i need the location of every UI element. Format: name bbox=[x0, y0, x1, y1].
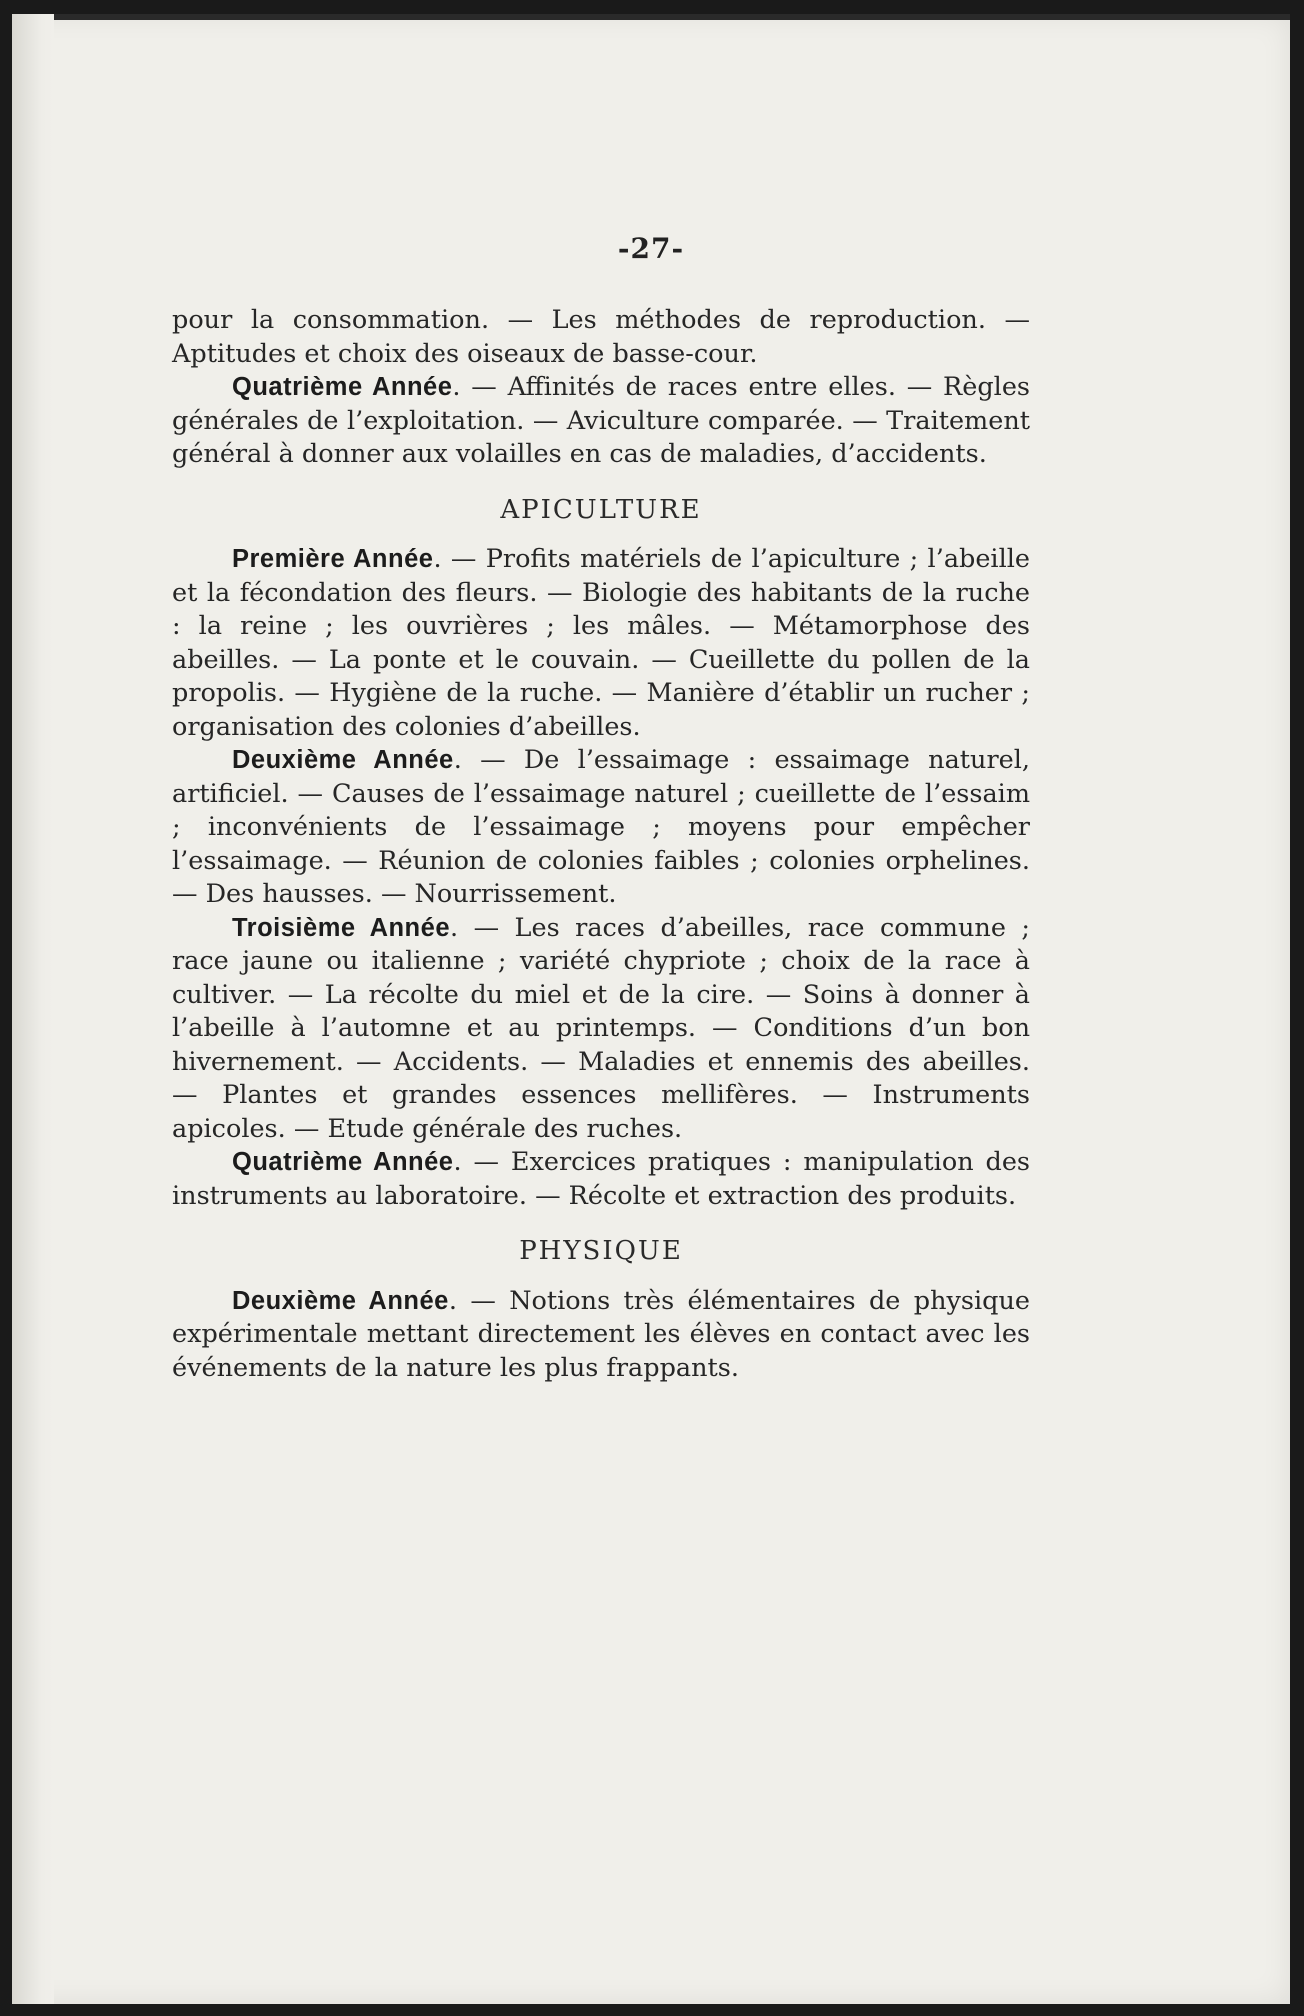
apiculture-year-4-paragraph bbox=[172, 1146, 1030, 1213]
physique-year-2-paragraph bbox=[172, 1285, 1030, 1386]
year-label: Première Année bbox=[232, 545, 434, 573]
intro-paragraph: pour la consommation. — Les méthodes de reproduction. — Aptitudes et choix des oiseaux de basse-cour. bbox=[172, 305, 1030, 369]
page-number: -27- bbox=[617, 232, 685, 265]
apiculture-year-2-paragraph bbox=[172, 744, 1030, 912]
paragraph-text: . — De l’essaimage : essaimage naturel, artificiel. — Causes de l’essaimage naturel ; cueillette de l’essaim ; inconvénients de l’essaimage ; moyens pour empêcher l’essaimage. — Réunion de colonies faibles ; colonies orphelines. — Des hausses. — Nourrissement. bbox=[172, 745, 1030, 909]
section-heading-apiculture: APICULTURE bbox=[500, 494, 702, 525]
year-label: Deuxième Année bbox=[232, 746, 454, 774]
paragraph-text: . — Profits matériels de l’apiculture ; l’abeille et la fécondation des fleurs. — Biologie des habitants de la ruche : la reine ; les ouvrières ; les mâles. — Métamorphose des abeilles. — La ponte et le couvain. — Cueillette du pollen de la propolis. — Hygiène de la ruche. — Manière d’établir un rucher ; organisation des colonies d’abeilles. bbox=[172, 544, 1030, 742]
paragraph-text: . — Exercices pratiques : manipulation des instruments au laboratoire. — Récolte et extraction des produits. bbox=[172, 1147, 1031, 1211]
book-page bbox=[12, 14, 1290, 2004]
paragraph-text: . — Les races d’abeilles, race commune ; race jaune ou italienne ; variété chypriote ; choix de la race à cultiver. — La récolte du miel et de la cire. — Soins à donner à l’abeille à l’automne et au printemps. — Conditions d’un bon hivernement. — Accidents. — Maladies et ennemis des abeilles. — Plantes et grandes essences mellifères. — Instruments apicoles. — Etude générale des ruches. bbox=[172, 912, 1030, 1144]
paragraph-text: . — Affinités de races entre elles. — Règles générales de l’exploitation. — Aviculture comparée. — Traitement général à donner aux volailles en cas de maladies, d’accidents. bbox=[172, 372, 1030, 469]
year-label: Quatrième Année bbox=[232, 373, 453, 401]
apiculture-year-1-paragraph bbox=[172, 543, 1030, 744]
page-body bbox=[172, 304, 1030, 1385]
year-label: Quatrième Année bbox=[232, 1148, 454, 1176]
scan-top-border bbox=[12, 14, 1290, 20]
paragraph-text: . — Notions très élémentaires de physique expérimentale mettant directement les élèves en contact avec les événements de la nature les plus frappants. bbox=[172, 1285, 1030, 1383]
aviculture-year-4-paragraph bbox=[172, 371, 1030, 472]
section-heading-physique: PHYSIQUE bbox=[519, 1236, 683, 1266]
year-label: Troisième Année bbox=[232, 913, 450, 942]
page-gutter-shadow bbox=[12, 14, 54, 2004]
apiculture-year-3-paragraph bbox=[172, 912, 1030, 1147]
year-label: Deuxième Année bbox=[232, 1286, 449, 1315]
